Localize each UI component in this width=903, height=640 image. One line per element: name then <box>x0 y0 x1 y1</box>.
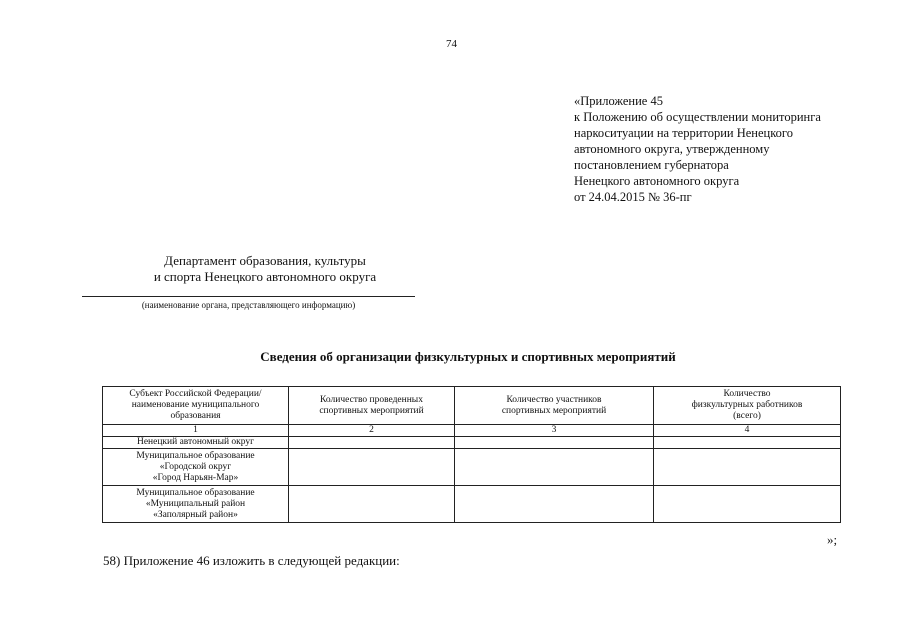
value-cell <box>289 486 455 523</box>
appendix-line: к Положению об осуществлении мониторинга <box>574 110 821 124</box>
row-name-cell <box>103 486 289 523</box>
appendix-line: автономного округа, утвержденному <box>574 142 770 156</box>
row-name-line: «Муниципальный район <box>145 498 246 509</box>
department-name <box>100 253 430 285</box>
closing-quote-mark: »; <box>827 532 838 547</box>
appendix-line: от 24.04.2015 № 36-пг <box>574 190 692 204</box>
row-name-cell <box>103 449 289 486</box>
appendix-line: наркоситуации на территории Ненецкого <box>574 126 793 140</box>
row-name-line: Муниципальное образование <box>136 450 255 461</box>
header-line: Количество участников <box>506 394 602 405</box>
appendix-line: Ненецкого автономного округа <box>574 174 740 188</box>
table-row <box>103 437 841 449</box>
table-row <box>103 486 841 523</box>
header-line: физкультурных работников <box>691 400 803 410</box>
header-cell-staff-count <box>654 387 841 425</box>
row-name-line: Муниципальное образование <box>136 487 255 498</box>
value-cell <box>289 437 455 449</box>
header-line: спортивных мероприятий <box>319 405 424 416</box>
header-line: образования <box>170 411 221 421</box>
header-cell-participants-count <box>455 387 654 425</box>
appendix-line: «Приложение 45 <box>574 94 663 108</box>
column-number: 4 <box>654 425 841 437</box>
table-header-row <box>103 387 841 425</box>
header-line: (всего) <box>733 411 761 421</box>
row-name-line: «Городской округ <box>159 461 232 472</box>
underline-divider <box>82 296 415 297</box>
column-number-row <box>103 425 841 437</box>
value-cell <box>289 449 455 486</box>
column-number: 2 <box>289 425 455 437</box>
header-line: Количество <box>723 389 771 399</box>
value-cell <box>455 449 654 486</box>
value-cell <box>455 486 654 523</box>
department-line: Департамент образования, культуры <box>164 253 366 268</box>
column-number: 1 <box>103 425 289 437</box>
header-line: Субъект Российской Федерации/ <box>129 389 262 399</box>
header-cell-subject <box>103 387 289 425</box>
department-caption: (наименование органа, представляющего информацию) <box>141 300 356 310</box>
amendment-instruction: 58) Приложение 46 изложить в следующей редакции: <box>103 553 400 568</box>
appendix-reference <box>574 93 874 205</box>
header-line: наименование муниципального <box>131 400 260 410</box>
row-name-line: «Город Нарьян-Мар» <box>152 472 239 483</box>
department-line: и спорта Ненецкого автономного округа <box>153 269 377 284</box>
value-cell <box>654 449 841 486</box>
row-name-cell <box>103 437 289 449</box>
header-cell-events-count <box>289 387 455 425</box>
header-line: спортивных мероприятий <box>501 405 607 416</box>
value-cell <box>654 437 841 449</box>
table-row <box>103 449 841 486</box>
column-number: 3 <box>455 425 654 437</box>
page-number: 74 <box>446 38 457 50</box>
row-name-line: Ненецкий автономный округ <box>136 437 255 447</box>
row-name-line: «Заполярный район» <box>153 509 238 520</box>
header-line: Количество проведенных <box>320 394 423 405</box>
value-cell <box>455 437 654 449</box>
appendix-line: постановлением губернатора <box>574 158 729 172</box>
document-title: Сведения об организации физкультурных и спортивных мероприятий <box>260 349 676 364</box>
report-table <box>102 386 841 523</box>
value-cell <box>654 486 841 523</box>
